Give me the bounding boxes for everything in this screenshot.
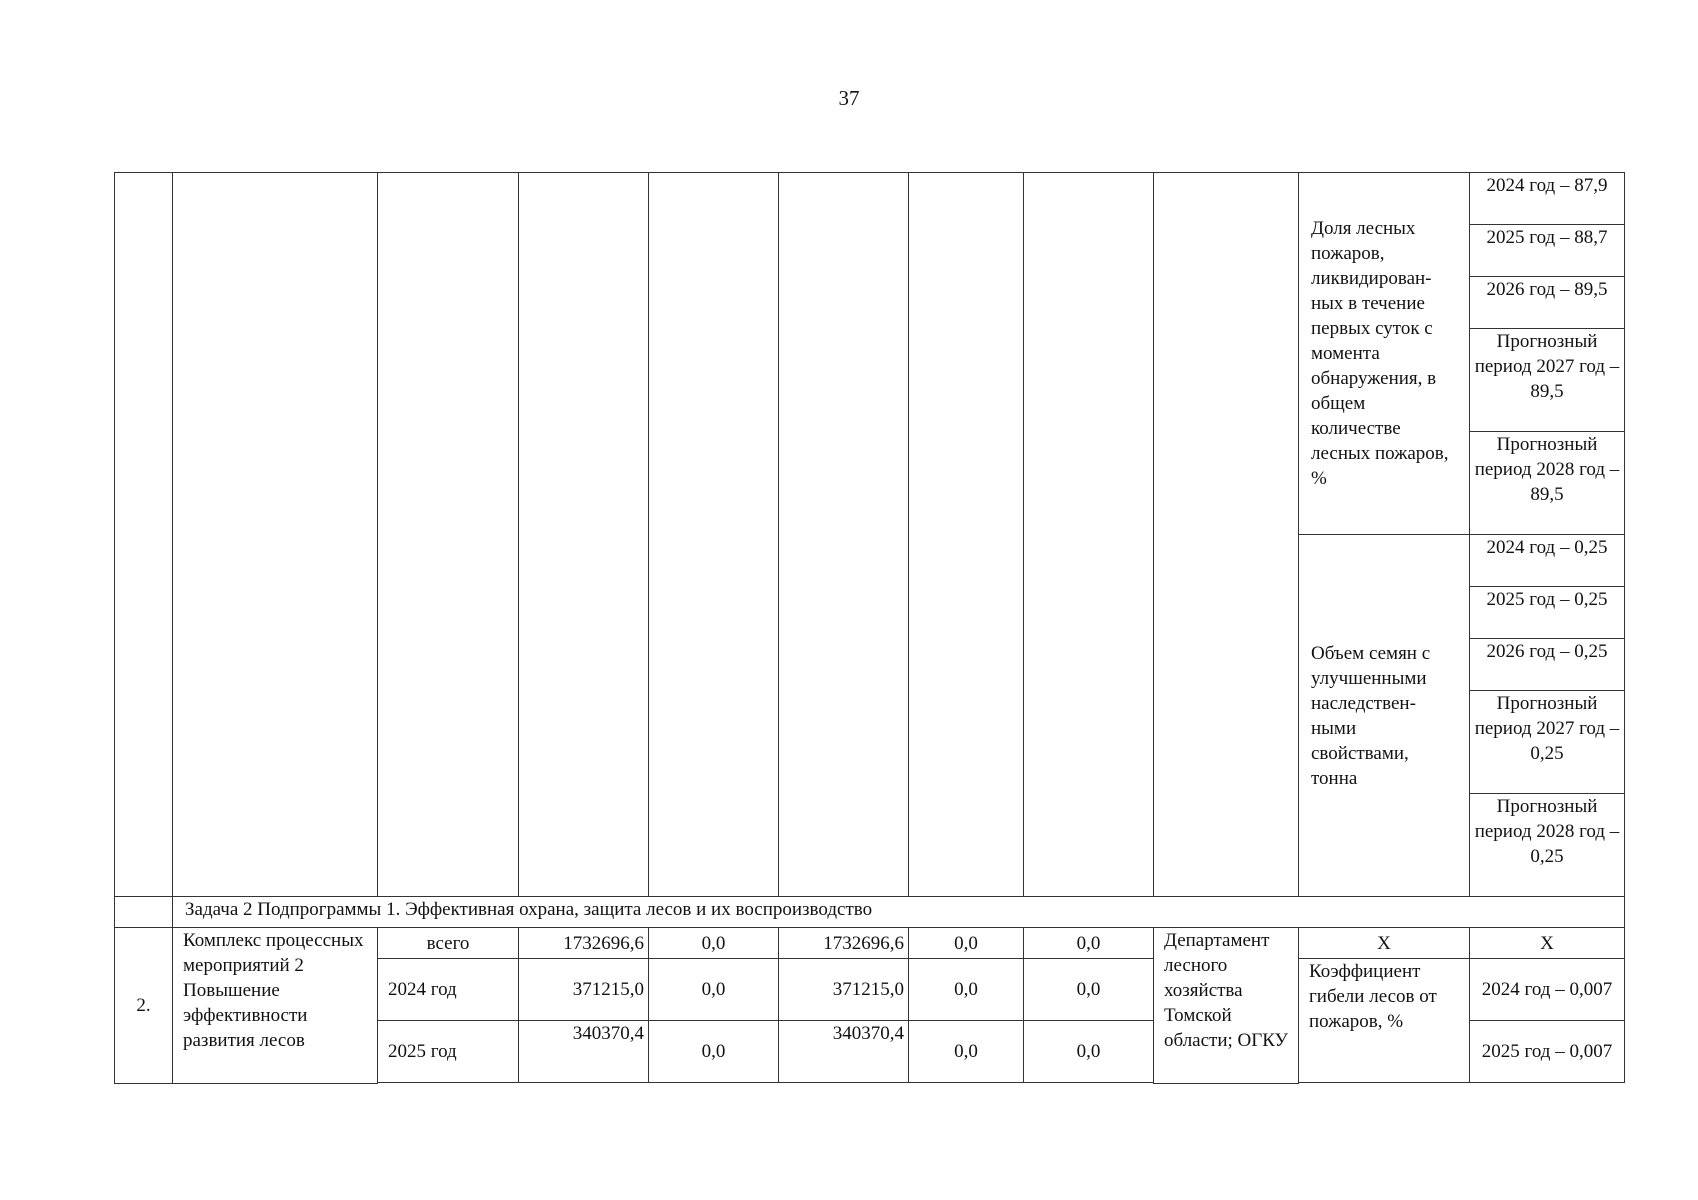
local-cell: 0,0 xyxy=(909,1021,1024,1083)
local-cell: 0,0 xyxy=(909,959,1024,1021)
indicator-value: Прогнозный период 2028 год – 89,5 xyxy=(1470,432,1625,535)
indicator-value: 2024 год – 0,25 xyxy=(1470,535,1625,587)
value-header-cell: Х xyxy=(1470,928,1625,959)
empty-cell xyxy=(378,173,519,897)
empty-cell xyxy=(779,173,909,897)
page-number: 37 xyxy=(838,86,860,110)
indicator-value: Прогнозный период 2027 год – 0,25 xyxy=(1470,691,1625,794)
table-row xyxy=(115,928,1625,959)
federal-cell: 0,0 xyxy=(649,1021,779,1083)
total-cell: 371215,0 xyxy=(519,959,649,1021)
indicator-header-cell: Х xyxy=(1299,928,1470,959)
regional-cell: 371215,0 xyxy=(779,959,909,1021)
federal-cell: 0,0 xyxy=(649,928,779,959)
period-cell: 2025 год xyxy=(378,1021,519,1083)
empty-cell xyxy=(173,173,378,897)
indicator-value: Прогнозный период 2028 год – 0,25 xyxy=(1470,794,1625,897)
row-number: 2. xyxy=(115,928,173,1084)
regional-cell: 1732696,6 xyxy=(779,928,909,959)
executor-cell: Департамент лесного хозяйства Томской области; ОГКУ xyxy=(1154,928,1299,1084)
indicator-value: 2024 год – 0,007 xyxy=(1470,959,1625,1021)
total-cell: 1732696,6 xyxy=(519,928,649,959)
spacer-cell xyxy=(378,1083,1625,1084)
indicator-value: 2025 год – 0,007 xyxy=(1470,1021,1625,1083)
indicator-value: Прогнозный период 2027 год – 89,5 xyxy=(1470,329,1625,432)
table-row xyxy=(115,897,1625,928)
empty-cell xyxy=(115,173,173,897)
total-cell: 340370,4 xyxy=(519,1021,649,1083)
indicator-name: Доля лесных пожаров, ликвидирован-ных в течение первых суток с момента обнаружения, в общем количестве лесных пожаров, % xyxy=(1299,173,1470,535)
indicator-value: 2026 год – 89,5 xyxy=(1470,277,1625,329)
indicator-value: 2025 год – 88,7 xyxy=(1470,225,1625,277)
indicator-value: 2024 год – 87,9 xyxy=(1470,173,1625,225)
local-cell: 0,0 xyxy=(909,928,1024,959)
empty-cell xyxy=(115,897,173,928)
indicator-value: 2026 год – 0,25 xyxy=(1470,639,1625,691)
other-cell: 0,0 xyxy=(1024,1021,1154,1083)
indicator-value: 2025 год – 0,25 xyxy=(1470,587,1625,639)
empty-cell xyxy=(649,173,779,897)
federal-cell: 0,0 xyxy=(649,959,779,1021)
regional-cell: 340370,4 xyxy=(779,1021,909,1083)
table-row xyxy=(115,173,1625,225)
period-cell: 2024 год xyxy=(378,959,519,1021)
empty-cell xyxy=(1154,173,1299,897)
period-cell: всего xyxy=(378,928,519,959)
complex-name: Комплекс процессных мероприятий 2 Повышение эффективности развития лесов xyxy=(173,928,378,1084)
other-cell: 0,0 xyxy=(1024,959,1154,1021)
empty-cell xyxy=(519,173,649,897)
indicator-name: Объем семян с улучшенными наследствен-ными свойствами, тонна xyxy=(1299,535,1470,897)
empty-cell xyxy=(1024,173,1154,897)
task-title: Задача 2 Подпрограммы 1. Эффективная охрана, защита лесов и их воспроизводство xyxy=(173,897,1625,928)
empty-cell xyxy=(909,173,1024,897)
program-table xyxy=(114,172,1625,1084)
indicator-name: Коэффициент гибели лесов от пожаров, % xyxy=(1299,959,1470,1083)
other-cell: 0,0 xyxy=(1024,928,1154,959)
